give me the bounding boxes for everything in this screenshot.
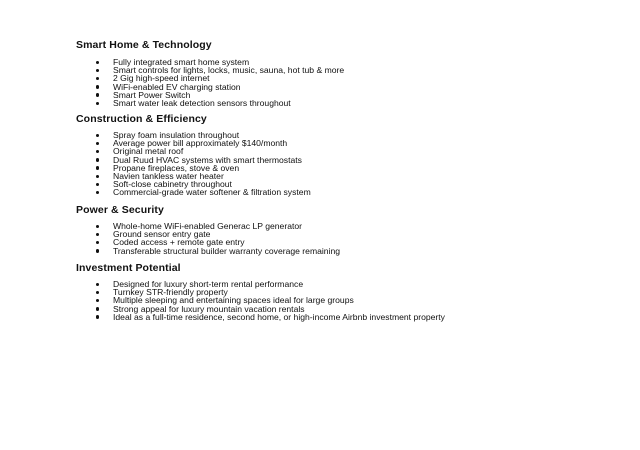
list-item-text: Propane fireplaces, stove & oven bbox=[113, 162, 240, 173]
list-item-text: Fully integrated smart home system bbox=[113, 57, 250, 67]
bullet-icon bbox=[96, 225, 99, 228]
bullet-icon bbox=[96, 61, 99, 64]
bullet-icon bbox=[96, 85, 99, 88]
list-item-text: Turnkey STR-friendly property bbox=[113, 287, 228, 298]
list-item-text: 2 Gig high-speed internet bbox=[113, 73, 210, 84]
bullet-list bbox=[76, 58, 616, 107]
list-item-text: Ideal as a full-time residence, second home, or high-income Airbnb investment property bbox=[113, 311, 445, 322]
bullet-icon bbox=[96, 241, 99, 244]
section-construction-efficiency bbox=[76, 113, 616, 197]
bullet-list bbox=[76, 222, 616, 255]
section-heading: Smart Home & Technology bbox=[76, 39, 212, 51]
bullet-icon bbox=[96, 299, 99, 302]
list-item-text: Spray foam insulation throughout bbox=[113, 130, 240, 140]
list-item-text: Average power bill approximately $140/month bbox=[113, 138, 288, 149]
list-item-text: Multiple sleeping and entertaining spaces ideal for large groups bbox=[113, 295, 354, 306]
bullet-list bbox=[76, 280, 616, 321]
list-item bbox=[76, 99, 616, 107]
bullet-icon bbox=[96, 291, 99, 294]
bullet-icon bbox=[96, 191, 99, 194]
bullet-icon bbox=[96, 233, 99, 236]
list-item-text: Soft-close cabinetry throughout bbox=[113, 179, 232, 190]
bullet-icon bbox=[96, 77, 99, 80]
bullet-icon bbox=[96, 315, 99, 318]
list-item bbox=[76, 247, 616, 255]
bullet-icon bbox=[96, 183, 99, 186]
section-heading: Construction & Efficiency bbox=[76, 113, 207, 125]
bullet-icon bbox=[96, 150, 99, 153]
list-item-text: Smart Power Switch bbox=[113, 89, 191, 100]
bullet-icon bbox=[96, 175, 99, 178]
bullet-icon bbox=[96, 166, 99, 169]
list-item-text: Ground sensor entry gate bbox=[113, 229, 211, 240]
section-heading: Investment Potential bbox=[76, 262, 181, 274]
list-item-text: Whole-home WiFi-enabled Generac LP generator bbox=[113, 221, 302, 231]
list-item-text: WiFi-enabled EV charging station bbox=[113, 81, 241, 92]
bullet-icon bbox=[96, 283, 99, 286]
list-item-text: Designed for luxury short-term rental performance bbox=[113, 279, 304, 289]
list-item bbox=[76, 313, 616, 321]
bullet-icon bbox=[96, 102, 99, 105]
bullet-icon bbox=[96, 158, 99, 161]
list-item bbox=[76, 188, 616, 196]
bullet-icon bbox=[96, 134, 99, 137]
list-item-text: Dual Ruud HVAC systems with smart thermostats bbox=[113, 154, 302, 165]
section-investment-potential bbox=[76, 262, 616, 321]
list-item-text: Navien tankless water heater bbox=[113, 171, 224, 182]
list-item-text: Coded access + remote gate entry bbox=[113, 237, 245, 248]
section-smart-home-technology bbox=[76, 39, 616, 107]
section-heading: Power & Security bbox=[76, 204, 164, 216]
bullet-icon bbox=[96, 93, 99, 96]
bullet-icon bbox=[96, 69, 99, 72]
list-item-text: Smart water leak detection sensors throughout bbox=[113, 98, 291, 109]
list-item-text: Commercial-grade water softener & filtration system bbox=[113, 187, 311, 198]
list-item-text: Transferable structural builder warranty coverage remaining bbox=[113, 245, 341, 256]
section-power-security bbox=[76, 204, 616, 255]
list-item-text: Strong appeal for luxury mountain vacation rentals bbox=[113, 303, 305, 314]
bullet-icon bbox=[96, 142, 99, 145]
list-item-text: Original metal roof bbox=[113, 146, 184, 157]
bullet-icon bbox=[96, 307, 99, 310]
bullet-icon bbox=[96, 249, 99, 252]
list-item-text: Smart controls for lights, locks, music, sauna, hot tub & more bbox=[113, 65, 345, 76]
bullet-list bbox=[76, 131, 616, 197]
